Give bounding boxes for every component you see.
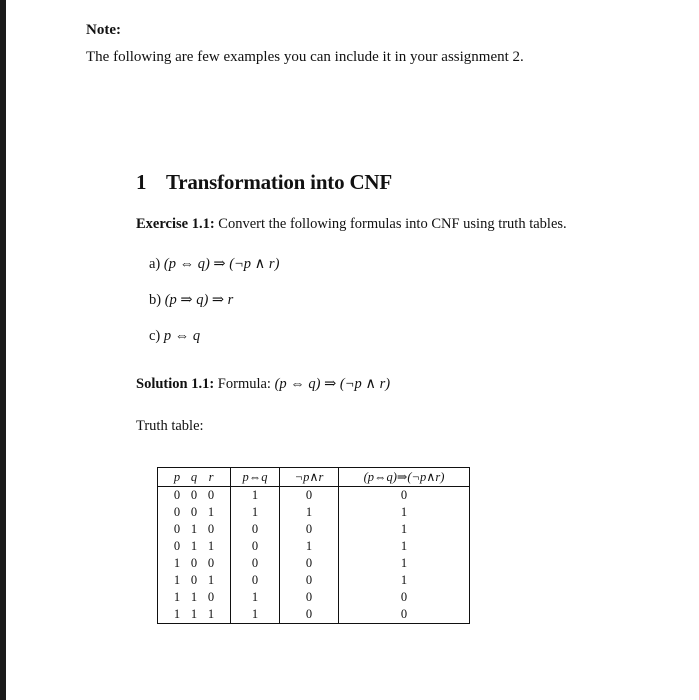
header-biconditional: p⇔q xyxy=(231,468,280,487)
table-row xyxy=(158,606,470,624)
cell-pqr xyxy=(158,487,231,505)
cell-not-p-and-r: 1 xyxy=(280,504,339,521)
cell-pqr xyxy=(158,538,231,555)
cell-p: 0 xyxy=(173,488,181,502)
cell-q: 1 xyxy=(190,539,198,553)
cell-q: 0 xyxy=(190,488,198,502)
cell-p: 1 xyxy=(173,607,181,621)
exercise-label: Exercise 1.1: xyxy=(136,216,215,232)
cell-p: 1 xyxy=(173,556,181,570)
truth-table-label: Truth table: xyxy=(136,418,204,434)
cell-result: 0 xyxy=(400,488,408,502)
solution-statement xyxy=(136,376,390,393)
item-tag: a) xyxy=(149,256,161,272)
cell-not-p-and-r: 1 xyxy=(280,538,339,555)
cell-r: 1 xyxy=(207,539,215,553)
cell-result: 1 xyxy=(400,505,408,519)
cell-biconditional: 0 xyxy=(231,521,280,538)
cell-r: 1 xyxy=(207,505,215,519)
cell-r: 1 xyxy=(207,607,215,621)
cell-not-p-and-r: 0 xyxy=(280,487,339,505)
table-row xyxy=(158,504,470,521)
exercise-text: Convert the following formulas into CNF using truth tables. xyxy=(218,216,567,232)
page-edge-bar xyxy=(0,0,6,700)
header-q: q xyxy=(190,469,198,484)
cell-q: 1 xyxy=(190,590,198,604)
cell-result: 1 xyxy=(400,522,408,536)
cell-q: 1 xyxy=(190,607,198,621)
cell-not-p-and-r: 0 xyxy=(280,606,339,624)
cell-pqr xyxy=(158,555,231,572)
header-p: p xyxy=(173,469,181,484)
cell-result: 1 xyxy=(400,573,408,587)
exercise-item-a xyxy=(149,256,279,273)
truth-table xyxy=(157,467,470,624)
cell-not-p-and-r: 0 xyxy=(280,521,339,538)
cell-q: 1 xyxy=(190,522,198,536)
header-not-p-and-r: ¬p∧r xyxy=(280,468,339,487)
cell-biconditional: 0 xyxy=(231,572,280,589)
header-result: (p⇔q)⇒(¬p∧r) xyxy=(339,468,470,487)
cell-r: 0 xyxy=(207,556,215,570)
cell-r: 1 xyxy=(207,573,215,587)
exercise-item-b xyxy=(149,292,233,309)
exercise-item-c xyxy=(149,328,200,345)
cell-pqr xyxy=(158,521,231,538)
cell-r: 0 xyxy=(207,522,215,536)
header-r: r xyxy=(208,469,214,484)
cell-biconditional: 1 xyxy=(231,487,280,505)
cell-result: 0 xyxy=(400,607,408,621)
cell-pqr xyxy=(158,589,231,606)
note-text: The following are few examples you can include it in your assignment 2. xyxy=(86,49,524,65)
cell-p: 1 xyxy=(173,590,181,604)
note-label: Note: xyxy=(86,22,121,38)
item-formula: (p ⇒ q) ⇒ r xyxy=(164,292,234,308)
solution-label: Solution 1.1: xyxy=(136,376,215,392)
cell-not-p-and-r: 0 xyxy=(280,589,339,606)
header-pqr xyxy=(158,468,231,487)
section-title xyxy=(136,170,656,195)
item-tag: c) xyxy=(149,328,161,344)
table-row xyxy=(158,572,470,589)
table-row xyxy=(158,487,470,505)
cell-result: 1 xyxy=(400,539,408,553)
exercise-statement xyxy=(136,216,567,233)
cell-p: 0 xyxy=(173,505,181,519)
cell-biconditional: 0 xyxy=(231,555,280,572)
cell-pqr xyxy=(158,572,231,589)
cell-r: 0 xyxy=(207,590,215,604)
cell-pqr xyxy=(158,504,231,521)
cell-biconditional: 0 xyxy=(231,538,280,555)
cell-p: 0 xyxy=(173,539,181,553)
cell-biconditional: 1 xyxy=(231,589,280,606)
cell-pqr xyxy=(158,606,231,624)
cell-r: 0 xyxy=(207,488,215,502)
solution-formula: (p ⇔ q) ⇒ (¬p ∧ r) xyxy=(274,376,391,392)
section-number: 1 xyxy=(136,170,147,194)
cell-not-p-and-r: 0 xyxy=(280,555,339,572)
table-row xyxy=(158,538,470,555)
table-row xyxy=(158,589,470,606)
cell-q: 0 xyxy=(190,573,198,587)
cell-biconditional: 1 xyxy=(231,504,280,521)
section-title-text: Transformation into CNF xyxy=(166,170,393,194)
cell-q: 0 xyxy=(190,505,198,519)
cell-p: 1 xyxy=(173,573,181,587)
cell-result: 1 xyxy=(400,556,408,570)
cell-not-p-and-r: 0 xyxy=(280,572,339,589)
table-row xyxy=(158,555,470,572)
item-formula: p ⇔ q xyxy=(163,328,201,344)
cell-biconditional: 1 xyxy=(231,606,280,624)
solution-prefix: Formula: xyxy=(217,376,271,392)
section-heading xyxy=(136,170,656,195)
item-formula: (p ⇔ q) ⇒ (¬p ∧ r) xyxy=(163,256,280,272)
cell-q: 0 xyxy=(190,556,198,570)
table-row xyxy=(158,521,470,538)
cell-p: 0 xyxy=(173,522,181,536)
cell-result: 0 xyxy=(400,590,408,604)
item-tag: b) xyxy=(149,292,162,308)
truth-table-header-row xyxy=(158,468,470,487)
